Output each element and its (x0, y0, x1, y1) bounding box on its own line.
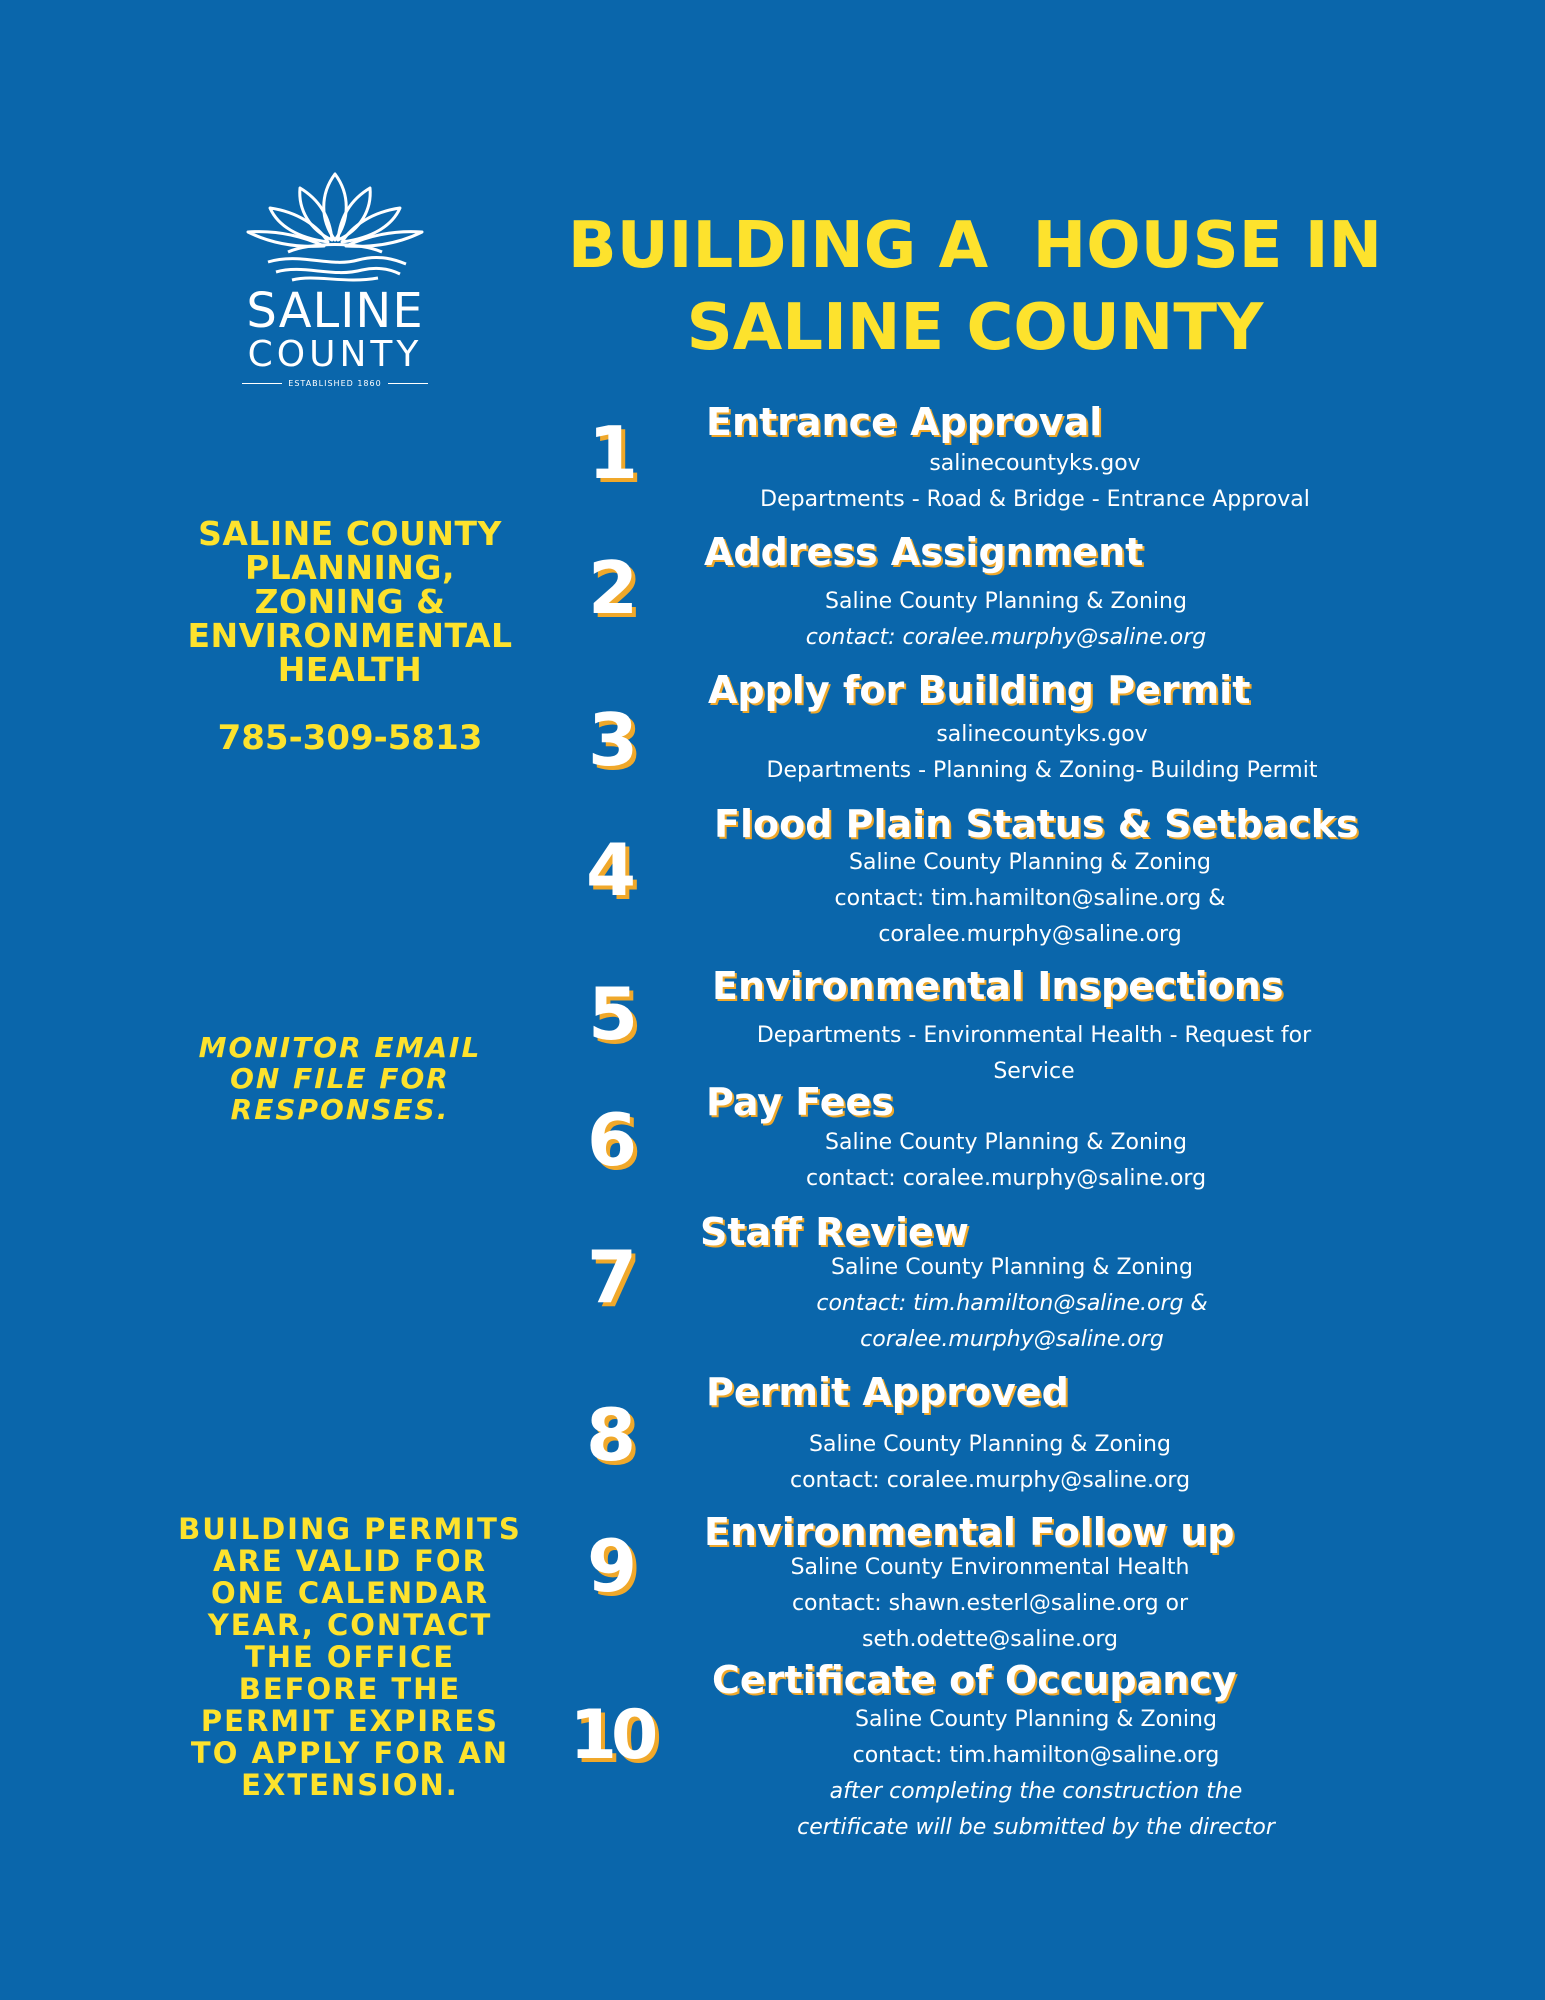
step-number: 3 (587, 698, 639, 782)
step-description (715, 446, 1355, 518)
logo-rule-left (242, 383, 282, 384)
step-note: after completing the construction the (829, 1779, 1243, 1804)
step-path: Service (993, 1059, 1075, 1084)
step-description (670, 1550, 1310, 1658)
department-phone: 785-309-5813 (217, 718, 483, 758)
step-office: Saline County Planning & Zoning (825, 589, 1187, 614)
step-office: Saline County Planning & Zoning (831, 1255, 1193, 1280)
step-contact: seth.odette@saline.org (861, 1627, 1119, 1652)
logo-rule-right (388, 383, 428, 384)
step-description (686, 1125, 1326, 1197)
step-description (670, 1427, 1310, 1499)
step-website: salinecountyks.gov (929, 451, 1141, 476)
step-website: salinecountyks.gov (936, 722, 1148, 747)
step-contact: contact: coralee.murphy@saline.org (805, 625, 1207, 650)
logo-established (230, 379, 440, 388)
monitor-line: ON FILE FOR (230, 1062, 450, 1095)
step-number: 5 (587, 972, 639, 1056)
page-title (560, 205, 1390, 369)
title-line-1: BUILDING A HOUSE IN (567, 209, 1383, 283)
valid-line: BUILDING PERMITS (178, 1512, 522, 1546)
step-office: Saline County Planning & Zoning (855, 1707, 1217, 1732)
department-name (170, 514, 530, 689)
step-title: Staff Review (700, 1210, 969, 1254)
step-title: Entrance Approval (706, 400, 1103, 444)
step-number: 7 (586, 1235, 638, 1319)
step-office: Saline County Planning & Zoning (849, 850, 1211, 875)
step-title: Flood Plain Status & Setbacks (714, 802, 1359, 846)
step-description (722, 717, 1362, 789)
valid-line: THE OFFICE (244, 1640, 456, 1674)
monitor-line: RESPONSES. (230, 1093, 450, 1126)
step-description (710, 845, 1350, 953)
step-path: Departments - Environmental Health - Request for (756, 1023, 1312, 1048)
title-line-2: SALINE COUNTY (686, 291, 1264, 365)
step-contact: contact: tim.hamilton@saline.org & (834, 886, 1226, 911)
logo-established-text: ESTABLISHED 1860 (288, 379, 382, 388)
dept-line: SALINE COUNTY (198, 514, 502, 553)
monitor-email-note (160, 1032, 520, 1125)
step-description (692, 1250, 1332, 1358)
step-contact: contact: tim.hamilton@saline.org (852, 1743, 1220, 1768)
step-contact: coralee.murphy@saline.org (878, 922, 1182, 947)
step-number: 4 (585, 828, 637, 912)
step-path: Departments - Planning & Zoning- Building Permit (766, 758, 1318, 783)
step-title: Environmental Inspections (712, 964, 1284, 1008)
valid-line: BEFORE THE (238, 1672, 462, 1706)
step-title: Environmental Follow up (704, 1510, 1235, 1554)
step-number: 10 (569, 1696, 653, 1775)
step-office: Saline County Planning & Zoning (825, 1130, 1187, 1155)
step-description (716, 1702, 1356, 1846)
step-description (686, 584, 1326, 656)
step-title: Apply for Building Permit (708, 668, 1251, 712)
valid-line: ONE CALENDAR (211, 1576, 489, 1610)
step-title: Pay Fees (706, 1080, 894, 1124)
dept-line: ENVIRONMENTAL (187, 616, 513, 655)
step-number: 9 (586, 1524, 638, 1608)
step-number: 2 (587, 546, 639, 630)
lotus-icon (240, 168, 430, 283)
step-number: 6 (586, 1098, 638, 1182)
step-contact: contact: shawn.esterl@saline.org or (791, 1591, 1189, 1616)
dept-line: PLANNING, (244, 548, 455, 587)
step-office: Saline County Planning & Zoning (809, 1432, 1171, 1457)
step-contact: contact: tim.hamilton@saline.org & (816, 1291, 1208, 1316)
step-number: 1 (587, 411, 639, 495)
logo-saline-text: SALINE (246, 283, 424, 339)
step-note: certificate will be submitted by the director (797, 1815, 1275, 1840)
logo-county-text: COUNTY (247, 334, 423, 375)
valid-line: ARE VALID FOR (213, 1544, 487, 1578)
step-contact: coralee.murphy@saline.org (860, 1327, 1164, 1352)
valid-line: TO APPLY FOR AN (190, 1736, 510, 1770)
dept-line: HEALTH (277, 650, 423, 689)
step-title: Address Assignment (704, 530, 1144, 574)
step-title: Permit Approved (706, 1370, 1069, 1414)
step-path: Departments - Road & Bridge - Entrance Approval (760, 487, 1310, 512)
step-title: Certificate of Occupancy (712, 1658, 1237, 1702)
valid-line: EXTENSION. (241, 1768, 459, 1802)
monitor-line: MONITOR EMAIL (198, 1031, 482, 1064)
permit-validity-note (160, 1513, 540, 1801)
step-contact: contact: coralee.murphy@saline.org (805, 1166, 1207, 1191)
valid-line: YEAR, CONTACT (207, 1608, 493, 1642)
step-number: 8 (585, 1393, 637, 1477)
saline-county-logo (230, 168, 440, 388)
step-office: Saline County Environmental Health (790, 1555, 1190, 1580)
step-contact: contact: coralee.murphy@saline.org (789, 1468, 1191, 1493)
valid-line: PERMIT EXPIRES (200, 1704, 500, 1738)
dept-line: ZONING & (254, 582, 446, 621)
